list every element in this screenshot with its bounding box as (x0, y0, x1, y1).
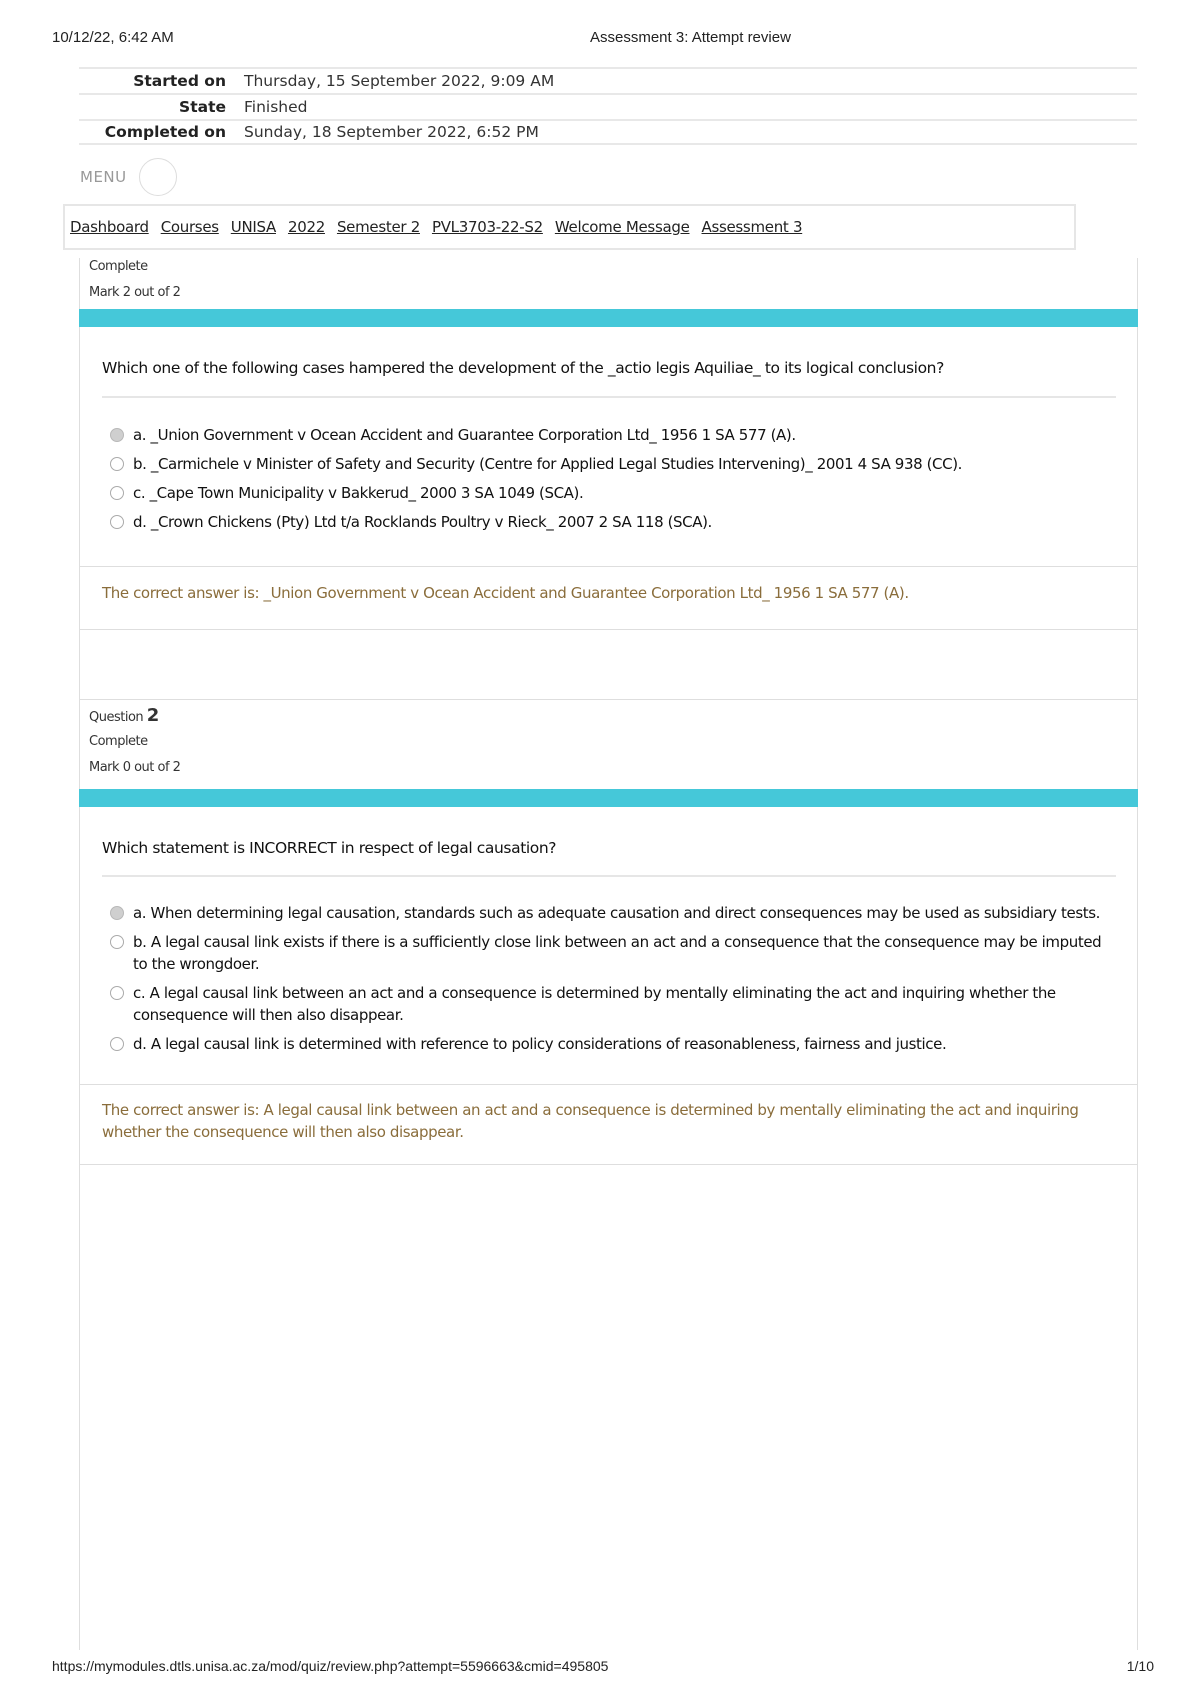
summary-value: Finished (244, 98, 308, 116)
summary-value: Sunday, 18 September 2022, 6:52 PM (244, 123, 539, 141)
radio-icon[interactable] (110, 935, 124, 949)
question-2-feedback (79, 1085, 1138, 1165)
answer-option-text: b. _Carmichele v Minister of Safety and Security (Centre for Applied Legal Studies Intervening)_ 2001 4 SA 938 (CC). (133, 455, 963, 473)
breadcrumb-year[interactable]: 2022 (287, 218, 325, 236)
question-1-options (110, 424, 1117, 540)
answer-option-text: d. A legal causal link is determined with reference to policy considerations of reasonableness, fairness and justice. (133, 1035, 947, 1053)
radio-icon[interactable] (110, 515, 124, 529)
question-2-text: Which statement is INCORRECT in respect of legal causation? (102, 839, 557, 857)
breadcrumb-courses[interactable]: Courses (160, 218, 219, 236)
attempt-summary (79, 67, 1137, 145)
question-status: Complete (89, 259, 148, 274)
radio-selected-icon[interactable] (110, 428, 124, 442)
print-page-title: Assessment 3: Attempt review (590, 29, 791, 46)
question-mark: Mark 0 out of 2 (89, 760, 181, 775)
answer-option-text: b. A legal causal link exists if there is a sufficiently close link between an act and a consequence that the consequence may be imputed to the wrongdoer. (133, 933, 1102, 973)
summary-row-started (79, 67, 1137, 93)
radio-selected-icon[interactable] (110, 906, 124, 920)
summary-label: State (179, 98, 226, 116)
menu-circle-icon[interactable] (139, 158, 177, 196)
answer-option-a[interactable] (110, 902, 1117, 924)
question-2-info (89, 703, 180, 781)
question-number-value: 2 (146, 705, 160, 726)
question-2-options (110, 902, 1117, 1062)
breadcrumb (63, 204, 1076, 250)
answer-option-b[interactable] (110, 931, 1117, 975)
question-divider (102, 396, 1116, 398)
answer-option-b[interactable] (110, 453, 1117, 475)
breadcrumb-semester[interactable]: Semester 2 (336, 218, 420, 236)
question-status: Complete (89, 734, 148, 749)
correct-answer-text: The correct answer is: A legal causal link between an act and a consequence is determined by mentally eliminating the act and inquiring whether the consequence will then also disappear. (102, 1101, 1079, 1141)
answer-option-text: a. When determining legal causation, standards such as adequate causation and direct consequences may be used as subsidiary tests. (133, 904, 1101, 922)
answer-option-c[interactable] (110, 982, 1117, 1026)
question-1-body (79, 327, 1138, 567)
question-2-accent-bar (79, 789, 1138, 807)
answer-option-text: a. _Union Government v Ocean Accident and Guarantee Corporation Ltd_ 1956 1 SA 577 (A). (133, 426, 796, 444)
question-divider (102, 875, 1116, 877)
print-url: https://mymodules.dtls.unisa.ac.za/mod/quiz/review.php?attempt=5596663&cmid=495805 (52, 1658, 609, 1674)
radio-icon[interactable] (110, 486, 124, 500)
correct-answer-text: The correct answer is: _Union Government v Ocean Accident and Guarantee Corporation Ltd_ 1956 1 SA 577 (A). (102, 584, 909, 602)
question-1-info (89, 254, 180, 306)
summary-row-completed (79, 119, 1137, 145)
radio-icon[interactable] (110, 1037, 124, 1051)
question-1-feedback (79, 567, 1138, 630)
question-1-spacer (79, 630, 1138, 700)
summary-row-state (79, 93, 1137, 119)
answer-option-text: c. A legal causal link between an act and a consequence is determined by mentally eliminating the act and inquiring whether the consequence will then also disappear. (133, 984, 1056, 1024)
radio-icon[interactable] (110, 986, 124, 1000)
answer-option-d[interactable] (110, 1033, 1117, 1055)
question-1-accent-bar (79, 309, 1138, 327)
summary-label: Started on (133, 72, 226, 90)
breadcrumb-assessment[interactable]: Assessment 3 (701, 218, 803, 236)
breadcrumb-welcome-message[interactable]: Welcome Message (554, 218, 690, 236)
question-number (89, 703, 180, 729)
breadcrumb-unisa[interactable]: UNISA (230, 218, 276, 236)
answer-option-d[interactable] (110, 511, 1117, 533)
answer-option-a[interactable] (110, 424, 1117, 446)
question-label: Question (89, 710, 144, 725)
breadcrumb-module[interactable]: PVL3703-22-S2 (431, 218, 543, 236)
menu-label: MENU (80, 168, 127, 186)
question-mark: Mark 2 out of 2 (89, 285, 181, 300)
answer-option-text: d. _Crown Chickens (Pty) Ltd t/a Rocklands Poultry v Rieck_ 2007 2 SA 118 (SCA). (133, 513, 712, 531)
summary-label: Completed on (104, 123, 226, 141)
print-datetime: 10/12/22, 6:42 AM (52, 29, 174, 46)
question-2-body (79, 807, 1138, 1085)
menu-toggle[interactable] (80, 158, 177, 196)
radio-icon[interactable] (110, 457, 124, 471)
summary-value: Thursday, 15 September 2022, 9:09 AM (244, 72, 555, 90)
breadcrumb-dashboard[interactable]: Dashboard (70, 218, 149, 236)
print-page-number: 1/10 (1126, 1658, 1154, 1674)
answer-option-text: c. _Cape Town Municipality v Bakkerud_ 2000 3 SA 1049 (SCA). (133, 484, 584, 502)
answer-option-c[interactable] (110, 482, 1117, 504)
question-1-text: Which one of the following cases hampered the development of the _actio legis Aquiliae_ to its logical conclusion? (102, 359, 944, 377)
